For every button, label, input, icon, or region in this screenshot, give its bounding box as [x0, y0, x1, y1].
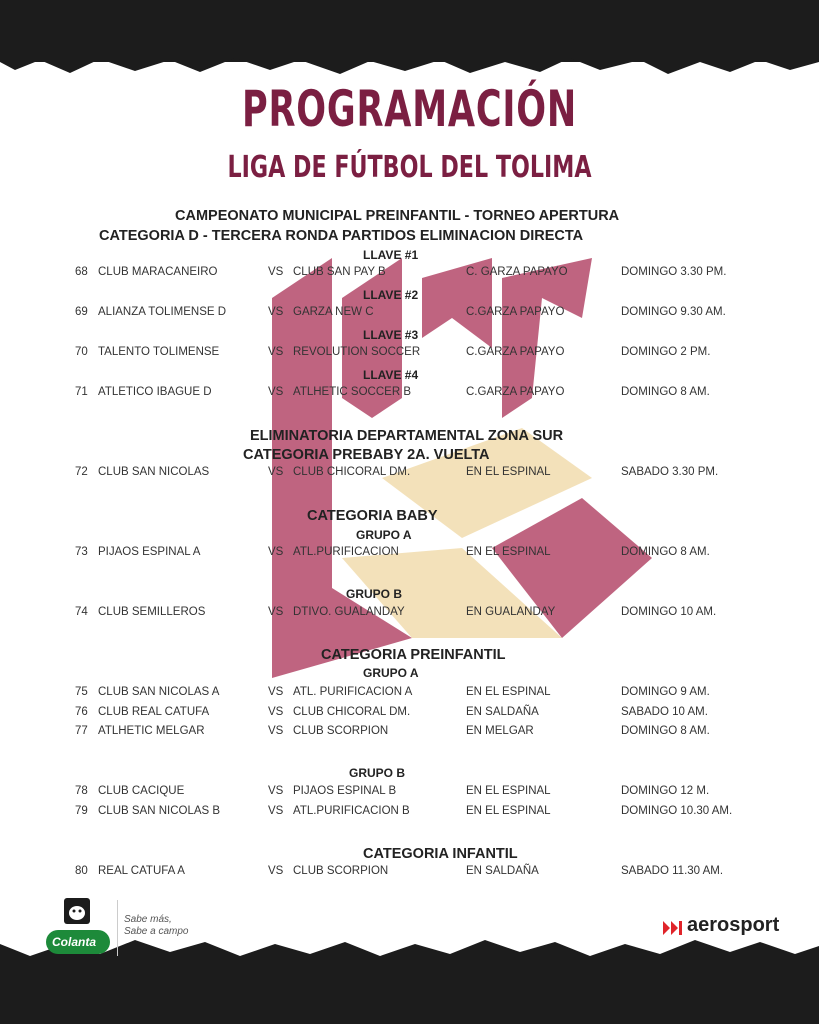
venue: C. GARZA PAPAYO [466, 266, 568, 278]
infantil-heading: CATEGORIA INFANTIL [363, 846, 518, 862]
match-row [0, 865, 819, 881]
match-number: 79 [75, 805, 88, 817]
home-team: CLUB SAN NICOLAS B [98, 805, 221, 817]
away-team: CLUB SCORPION [293, 865, 389, 877]
venue: EN SALDAÑA [466, 865, 539, 877]
match-time: DOMINGO 10.30 AM. [621, 805, 733, 817]
prebaby-heading: CATEGORIA PREBABY 2A. VUELTA [243, 447, 490, 463]
category-d-heading: CATEGORIA D - TERCERA RONDA PARTIDOS ELIMINACION DIRECTA [99, 228, 584, 244]
home-team: CLUB REAL CATUFA [98, 706, 210, 718]
match-time: DOMINGO 12 M. [621, 785, 710, 797]
torn-paper-top [0, 0, 819, 62]
match-number: 74 [75, 606, 88, 618]
home-team: REAL CATUFA A [98, 865, 185, 877]
away-team: GARZA NEW C [293, 306, 374, 318]
match-row [0, 725, 819, 741]
away-team: ATL. PURIFICACION A [293, 686, 413, 698]
match-row [0, 546, 819, 562]
tournament-heading: CAMPEONATO MUNICIPAL PREINFANTIL - TORNEO APERTURA [175, 208, 620, 224]
colanta-logo [44, 898, 112, 958]
match-time: DOMINGO 9 AM. [621, 686, 710, 698]
away-team: ATL.PURIFICACION [293, 546, 399, 558]
llave-4-heading: LLAVE #4 [363, 368, 419, 382]
match-number: 75 [75, 686, 88, 698]
llave-2-heading: LLAVE #2 [363, 288, 419, 302]
sponsor-bar [0, 890, 819, 960]
away-team: ATL.PURIFICACION B [293, 805, 410, 817]
pre-group-b-heading: GRUPO B [349, 766, 406, 780]
slogan-line-2: Sabe a campo [124, 926, 189, 937]
home-team: CLUB SAN NICOLAS [98, 466, 210, 478]
baby-group-a-heading: GRUPO A [356, 528, 412, 542]
preinfantil-heading: CATEGORIA PREINFANTIL [321, 647, 506, 663]
colanta-slogan [124, 914, 189, 938]
elim-zone-heading: ELIMINATORIA DEPARTAMENTAL ZONA SUR [250, 428, 564, 444]
venue: EN EL ESPINAL [466, 546, 551, 558]
venue: C.GARZA PAPAYO [466, 346, 565, 358]
page-title: PROGRAMACIÓN [242, 80, 577, 138]
away-team: CLUB SAN PAY B [293, 266, 386, 278]
venue: EN EL ESPINAL [466, 686, 551, 698]
away-team: CLUB CHICORAL DM. [293, 706, 411, 718]
slogan-line-1: Sabe más, [124, 914, 172, 925]
home-team: CLUB CACIQUE [98, 785, 185, 797]
match-number: 73 [75, 546, 88, 558]
match-time: SABADO 10 AM. [621, 706, 708, 718]
vs-label: VS [268, 606, 284, 618]
match-time: DOMINGO 9.30 AM. [621, 306, 726, 318]
home-team: TALENTO TOLIMENSE [98, 346, 220, 358]
venue: EN EL ESPINAL [466, 466, 551, 478]
vs-label: VS [268, 706, 284, 718]
venue: EN MELGAR [466, 725, 534, 737]
vs-label: VS [268, 686, 284, 698]
vs-label: VS [268, 346, 284, 358]
match-time: DOMINGO 8 AM. [621, 386, 710, 398]
home-team: CLUB SEMILLEROS [98, 606, 206, 618]
pre-group-a-heading: GRUPO A [363, 666, 419, 680]
match-time: DOMINGO 8 AM. [621, 725, 710, 737]
match-row [0, 266, 819, 282]
match-time: DOMINGO 10 AM. [621, 606, 717, 618]
vs-label: VS [268, 805, 284, 817]
match-row [0, 805, 819, 821]
home-team: ALIANZA TOLIMENSE D [98, 306, 227, 318]
home-team: CLUB MARACANEIRO [98, 266, 218, 278]
away-team: CLUB CHICORAL DM. [293, 466, 411, 478]
colanta-brand-text: Colanta [52, 935, 97, 949]
match-number: 71 [75, 386, 88, 398]
match-time: SABADO 3.30 PM. [621, 466, 719, 478]
match-number: 77 [75, 725, 88, 737]
match-time: DOMINGO 2 PM. [621, 346, 711, 358]
cow-logo-icon [44, 898, 112, 958]
baby-heading: CATEGORIA BABY [307, 508, 438, 524]
match-time: DOMINGO 8 AM. [621, 546, 710, 558]
vs-label: VS [268, 386, 284, 398]
baby-group-b-heading: GRUPO B [346, 587, 403, 601]
away-team: PIJAOS ESPINAL B [293, 785, 397, 797]
match-number: 76 [75, 706, 88, 718]
match-row [0, 785, 819, 801]
venue: EN EL ESPINAL [466, 805, 551, 817]
match-row [0, 386, 819, 402]
vs-label: VS [268, 306, 284, 318]
venue: C.GARZA PAPAYO [466, 306, 565, 318]
match-number: 70 [75, 346, 88, 358]
match-number: 78 [75, 785, 88, 797]
match-row [0, 346, 819, 362]
match-time: DOMINGO 3.30 PM. [621, 266, 727, 278]
vs-label: VS [268, 546, 284, 558]
aerosport-brand-text: aerosport [687, 914, 780, 936]
vs-label: VS [268, 266, 284, 278]
away-team: REVOLUTION SOCCER [293, 346, 421, 358]
page-subtitle: LIGA DE FÚTBOL DEL TOLIMA [227, 150, 592, 185]
away-team: DTIVO. GUALANDAY [293, 606, 405, 618]
match-row [0, 606, 819, 622]
venue: EN GUALANDAY [466, 606, 556, 618]
match-row [0, 706, 819, 722]
home-team: PIJAOS ESPINAL A [98, 546, 201, 558]
match-row [0, 306, 819, 322]
venue: EN EL ESPINAL [466, 785, 551, 797]
match-number: 72 [75, 466, 88, 478]
away-team: CLUB SCORPION [293, 725, 389, 737]
vs-label: VS [268, 865, 284, 877]
match-number: 80 [75, 865, 88, 877]
away-team: ATLHETIC SOCCER B [293, 386, 411, 398]
home-team: ATLHETIC MELGAR [98, 725, 205, 737]
divider [117, 900, 118, 956]
home-team: CLUB SAN NICOLAS A [98, 686, 220, 698]
vs-label: VS [268, 725, 284, 737]
vs-label: VS [268, 785, 284, 797]
vs-label: VS [268, 466, 284, 478]
match-number: 69 [75, 306, 88, 318]
play-arrows-icon [663, 918, 687, 938]
match-row [0, 686, 819, 702]
llave-1-heading: LLAVE #1 [363, 248, 419, 262]
venue: C.GARZA PAPAYO [466, 386, 565, 398]
match-time: SABADO 11.30 AM. [621, 865, 724, 877]
home-team: ATLETICO IBAGUE D [98, 386, 212, 398]
llave-3-heading: LLAVE #3 [363, 328, 419, 342]
match-number: 68 [75, 266, 88, 278]
match-row [0, 466, 819, 482]
venue: EN SALDAÑA [466, 706, 539, 718]
torn-paper-bottom [0, 958, 819, 1024]
